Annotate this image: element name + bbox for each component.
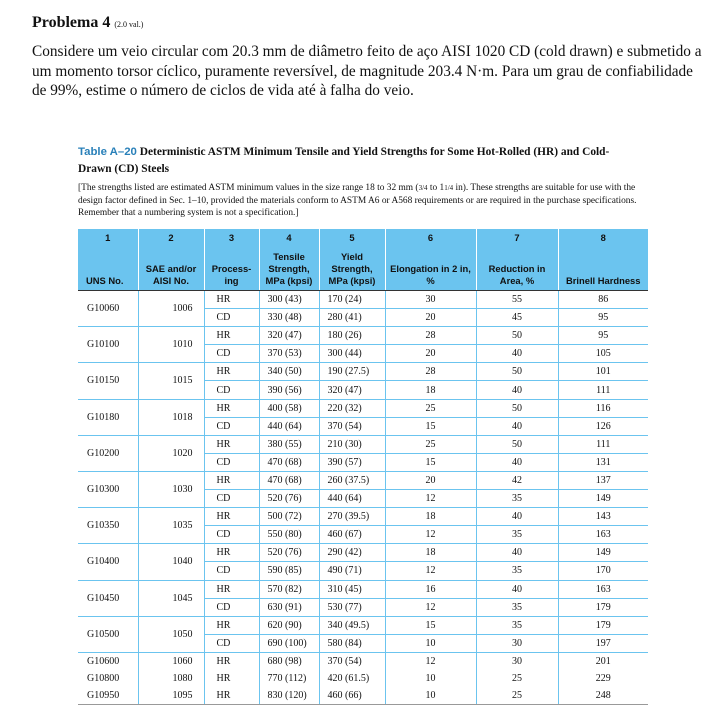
bh-cell: 105: [558, 345, 648, 363]
table-row: [78, 471, 648, 489]
el-cell: 12: [385, 598, 476, 616]
table-row: [78, 580, 648, 598]
table-note-fraction: 1/4: [444, 184, 454, 192]
sae-cell: 1030: [138, 471, 204, 507]
ys-cell: 210 (30): [319, 435, 385, 453]
bh-cell: 170: [558, 562, 648, 580]
ra-cell: 35: [476, 562, 558, 580]
el-cell: 16: [385, 580, 476, 598]
column-number: 3: [204, 229, 259, 245]
bh-cell: 197: [558, 634, 648, 652]
bh-cell: 86: [558, 291, 648, 309]
sae-cell: 1010: [138, 327, 204, 363]
bh-cell: 111: [558, 435, 648, 453]
bh-cell: 143: [558, 508, 648, 526]
bh-cell: 101: [558, 363, 648, 381]
uns-cell: G10300: [78, 471, 138, 507]
ys-cell: 420 (61.5): [319, 670, 385, 687]
column-header: Process-ing: [204, 245, 259, 291]
sae-cell: 1080: [138, 670, 204, 687]
problem-title-text: Problema 4: [32, 14, 111, 31]
table-row: [78, 363, 648, 381]
el-cell: 20: [385, 309, 476, 327]
bh-cell: 163: [558, 580, 648, 598]
el-cell: 18: [385, 544, 476, 562]
ys-cell: 390 (57): [319, 453, 385, 471]
proc-cell: CD: [204, 526, 259, 544]
sae-cell: 1050: [138, 616, 204, 652]
ra-cell: 35: [476, 526, 558, 544]
proc-cell: CD: [204, 490, 259, 508]
bh-cell: 149: [558, 544, 648, 562]
ts-cell: 330 (48): [259, 309, 319, 327]
proc-cell: HR: [204, 616, 259, 634]
ys-cell: 320 (47): [319, 381, 385, 399]
ra-cell: 35: [476, 616, 558, 634]
el-cell: 18: [385, 508, 476, 526]
column-number: 6: [385, 229, 476, 245]
proc-cell: CD: [204, 562, 259, 580]
proc-cell: HR: [204, 508, 259, 526]
ts-cell: 520 (76): [259, 490, 319, 508]
ts-cell: 320 (47): [259, 327, 319, 345]
ys-cell: 580 (84): [319, 634, 385, 652]
sae-cell: 1018: [138, 399, 204, 435]
problem-points: (2.0 val.): [114, 20, 144, 29]
sae-cell: 1035: [138, 508, 204, 544]
ts-cell: 690 (100): [259, 634, 319, 652]
table-body: [78, 291, 648, 705]
uns-cell: G10600: [87, 655, 120, 667]
ts-cell: 550 (80): [259, 526, 319, 544]
bh-cell: 201: [558, 652, 648, 670]
el-cell: 10: [385, 634, 476, 652]
ts-cell: 680 (98): [259, 652, 319, 670]
el-cell: 30: [385, 291, 476, 309]
ys-cell: 190 (27.5): [319, 363, 385, 381]
ys-cell: 290 (42): [319, 544, 385, 562]
ys-cell: 490 (71): [319, 562, 385, 580]
ra-cell: 55: [476, 291, 558, 309]
proc-cell: CD: [204, 634, 259, 652]
table-row: [78, 399, 648, 417]
bh-cell: 163: [558, 526, 648, 544]
sae-cell: 1020: [138, 435, 204, 471]
ts-cell: 470 (68): [259, 471, 319, 489]
table-row: [78, 616, 648, 634]
el-cell: 12: [385, 652, 476, 670]
proc-cell: HR: [204, 363, 259, 381]
column-header: Elongation in 2 in, %: [385, 245, 476, 291]
ys-cell: 440 (64): [319, 490, 385, 508]
ys-cell: 460 (66): [319, 687, 385, 705]
ra-cell: 50: [476, 363, 558, 381]
uns-cell: G10150: [78, 363, 138, 399]
table-row: [78, 291, 648, 309]
proc-cell: CD: [204, 453, 259, 471]
table-row: [78, 544, 648, 562]
bh-cell: 229: [558, 670, 648, 687]
bh-cell: 149: [558, 490, 648, 508]
el-cell: 25: [385, 399, 476, 417]
bh-cell: 116: [558, 399, 648, 417]
proc-cell: CD: [204, 309, 259, 327]
proc-cell: CD: [204, 345, 259, 363]
uns-cell: G10400: [78, 544, 138, 580]
problem-statement: Considere um veio circular com 20.3 mm de diâmetro feito de aço AISI 1020 CD (cold drawn) e submetido a um momento torsor cíclico, puramente reversível, de magnitude 203.4 N·m. Para um grau de confiabilidade de 99%, estime o número de ciclos de vida até à falha do veio.: [32, 43, 702, 99]
ra-cell: 35: [476, 490, 558, 508]
ra-cell: 40: [476, 508, 558, 526]
ys-cell: 340 (49.5): [319, 616, 385, 634]
proc-cell: CD: [204, 381, 259, 399]
ys-cell: 220 (32): [319, 399, 385, 417]
ys-cell: 180 (26): [319, 327, 385, 345]
ts-cell: 520 (76): [259, 544, 319, 562]
bh-cell: 111: [558, 381, 648, 399]
uns-cell: G10800: [87, 673, 120, 685]
ts-cell: 590 (85): [259, 562, 319, 580]
el-cell: 12: [385, 526, 476, 544]
el-cell: 15: [385, 616, 476, 634]
table-row: [78, 687, 648, 705]
proc-cell: CD: [204, 598, 259, 616]
ys-cell: 370 (54): [319, 652, 385, 670]
ts-cell: 630 (91): [259, 598, 319, 616]
table-row: [78, 327, 648, 345]
ts-cell: 770 (112): [259, 670, 319, 687]
proc-cell: HR: [204, 544, 259, 562]
table-row: [78, 652, 648, 670]
table-caption-text: Deterministic ASTM Minimum Tensile and Yield Strengths for Some Hot-Rolled (HR) and Cold-Drawn (CD) Steels: [78, 146, 610, 175]
proc-cell: HR: [204, 471, 259, 489]
ra-cell: 45: [476, 309, 558, 327]
column-number-row: [78, 229, 648, 245]
sae-cell: 1045: [138, 580, 204, 616]
sae-cell: 1006: [138, 291, 204, 327]
uns-cell: G10180: [78, 399, 138, 435]
el-cell: 15: [385, 417, 476, 435]
proc-cell: HR: [204, 291, 259, 309]
column-number: 8: [558, 229, 648, 245]
proc-cell: HR: [204, 399, 259, 417]
column-header: Brinell Hardness: [558, 245, 648, 291]
table-row: [78, 670, 648, 687]
column-header: UNS No.: [78, 245, 138, 291]
sae-cell: 1095: [138, 687, 204, 705]
proc-cell: HR: [204, 435, 259, 453]
ys-cell: 300 (44): [319, 345, 385, 363]
ra-cell: 40: [476, 345, 558, 363]
ts-cell: 380 (55): [259, 435, 319, 453]
ts-cell: 500 (72): [259, 508, 319, 526]
el-cell: 10: [385, 687, 476, 705]
el-cell: 10: [385, 670, 476, 687]
ts-cell: 340 (50): [259, 363, 319, 381]
sae-cell: 1015: [138, 363, 204, 399]
table-row: [78, 435, 648, 453]
ys-cell: 170 (24): [319, 291, 385, 309]
ra-cell: 25: [476, 670, 558, 687]
ra-cell: 40: [476, 381, 558, 399]
el-cell: 12: [385, 490, 476, 508]
problem-title: [32, 14, 143, 32]
ra-cell: 50: [476, 435, 558, 453]
table-note-fraction: 3/4: [418, 184, 428, 192]
column-header: Reduction in Area, %: [476, 245, 558, 291]
proc-cell: HR: [204, 580, 259, 598]
uns-cell: G10100: [78, 327, 138, 363]
ts-cell: 300 (43): [259, 291, 319, 309]
ra-cell: 30: [476, 634, 558, 652]
ys-cell: 260 (37.5): [319, 471, 385, 489]
column-header: SAE and/or AISI No.: [138, 245, 204, 291]
bh-cell: 131: [558, 453, 648, 471]
bh-cell: 248: [558, 687, 648, 705]
ts-cell: 620 (90): [259, 616, 319, 634]
ra-cell: 50: [476, 327, 558, 345]
ra-cell: 40: [476, 417, 558, 435]
ra-cell: 25: [476, 687, 558, 705]
column-header: Tensile Strength, MPa (kpsi): [259, 245, 319, 291]
uns-cell: G10950: [78, 687, 138, 705]
proc-cell: HR: [204, 652, 259, 670]
ys-cell: 370 (54): [319, 417, 385, 435]
bh-cell: 126: [558, 417, 648, 435]
ys-cell: 530 (77): [319, 598, 385, 616]
ts-cell: 470 (68): [259, 453, 319, 471]
bh-cell: 95: [558, 309, 648, 327]
ts-cell: 400 (58): [259, 399, 319, 417]
bh-cell: 179: [558, 616, 648, 634]
ra-cell: 50: [476, 399, 558, 417]
ra-cell: 40: [476, 453, 558, 471]
uns-cell: G10450: [78, 580, 138, 616]
el-cell: 28: [385, 327, 476, 345]
sae-cell: 1060: [138, 652, 204, 670]
table-label: Table A–20: [78, 146, 137, 158]
uns-cell: G10200: [78, 435, 138, 471]
table-note-part: in). These strengths are suitable for use with the design factor defined in Sec. 1–10, provided the materials conform to ASTM A6 or A568 requirements or are required in the purchase specifications. Remember that a numbering system is not a specification.]: [78, 183, 637, 219]
el-cell: 18: [385, 381, 476, 399]
ra-cell: 35: [476, 598, 558, 616]
proc-cell: CD: [204, 417, 259, 435]
bh-cell: 95: [558, 327, 648, 345]
el-cell: 20: [385, 471, 476, 489]
ys-cell: 460 (67): [319, 526, 385, 544]
ts-cell: 390 (56): [259, 381, 319, 399]
table-note-part: [The strengths listed are estimated ASTM minimum values in the size range 18 to 32 mm (: [78, 183, 419, 193]
table-note-part: to 1: [427, 183, 445, 193]
proc-cell: HR: [204, 670, 259, 687]
uns-cell: G10060: [78, 291, 138, 327]
el-cell: 28: [385, 363, 476, 381]
column-header-row: [78, 245, 648, 291]
uns-cell: G10350: [78, 508, 138, 544]
table-caption: [78, 144, 638, 178]
column-number: 4: [259, 229, 319, 245]
el-cell: 25: [385, 435, 476, 453]
table-note: [78, 182, 638, 220]
proc-cell: HR: [204, 327, 259, 345]
column-number: 5: [319, 229, 385, 245]
column-number: 2: [138, 229, 204, 245]
ra-cell: 42: [476, 471, 558, 489]
column-number: 1: [78, 229, 138, 245]
ra-cell: 40: [476, 544, 558, 562]
ra-cell: 30: [476, 652, 558, 670]
ys-cell: 270 (39.5): [319, 508, 385, 526]
ts-cell: 830 (120): [259, 687, 319, 705]
ts-cell: 370 (53): [259, 345, 319, 363]
column-header: Yield Strength, MPa (kpsi): [319, 245, 385, 291]
proc-cell: HR: [204, 687, 259, 705]
bh-cell: 179: [558, 598, 648, 616]
table-row: [78, 508, 648, 526]
ys-cell: 280 (41): [319, 309, 385, 327]
uns-cell: G10500: [78, 616, 138, 652]
ts-cell: 440 (64): [259, 417, 319, 435]
column-number: 7: [476, 229, 558, 245]
bh-cell: 137: [558, 471, 648, 489]
ra-cell: 40: [476, 580, 558, 598]
strength-table: [78, 229, 648, 705]
el-cell: 20: [385, 345, 476, 363]
el-cell: 15: [385, 453, 476, 471]
el-cell: 12: [385, 562, 476, 580]
sae-cell: 1040: [138, 544, 204, 580]
ts-cell: 570 (82): [259, 580, 319, 598]
ys-cell: 310 (45): [319, 580, 385, 598]
